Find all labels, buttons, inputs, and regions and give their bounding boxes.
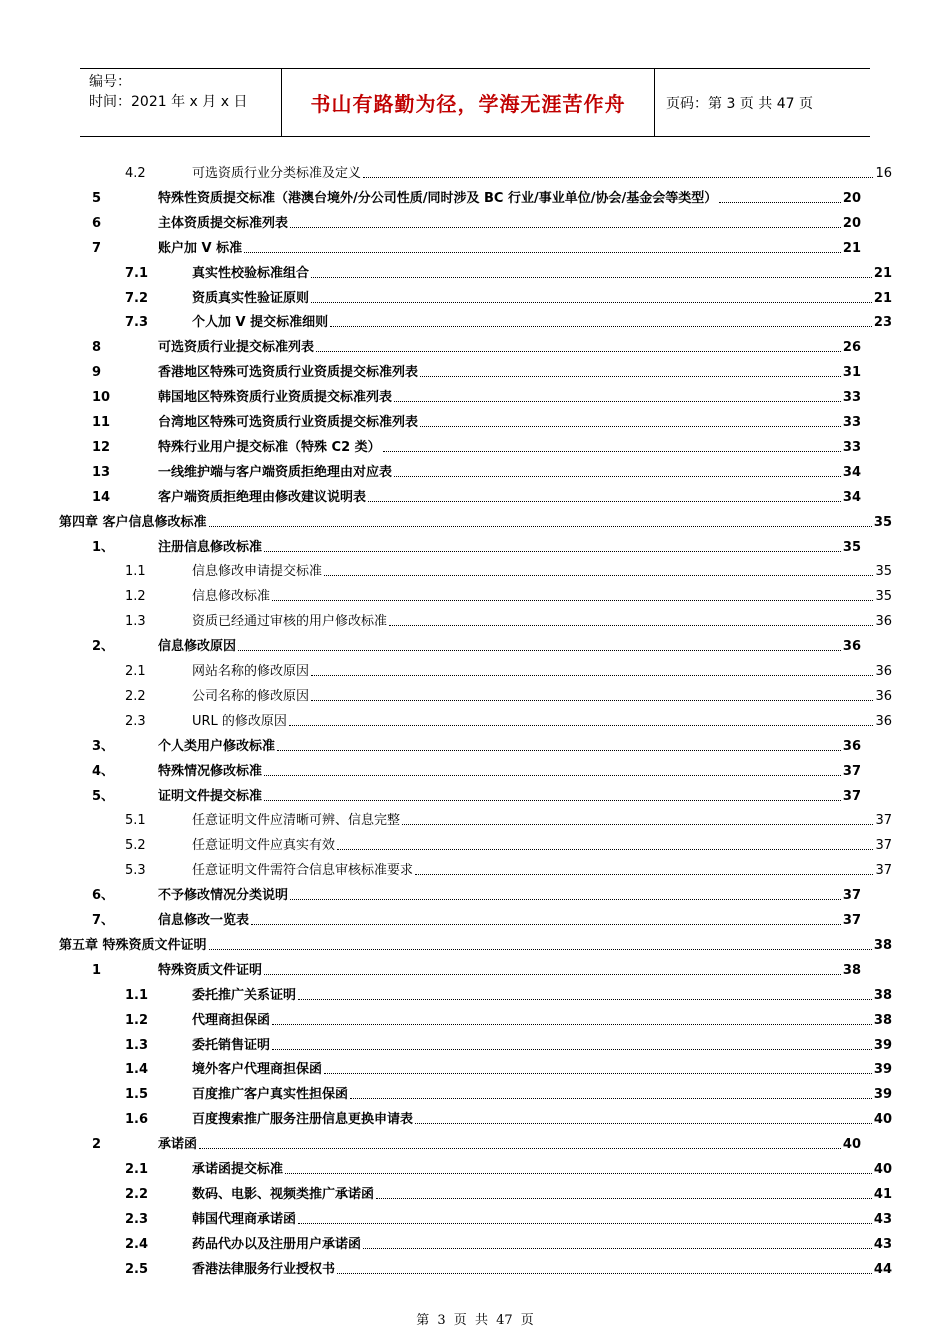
footer-page-number: 3 [437,1313,446,1328]
toc-dot-leader [277,736,841,751]
toc-entry[interactable] [0,213,950,235]
footer-suffix: 页 [520,1313,534,1328]
toc-dot-leader [368,487,841,502]
toc-entry[interactable] [0,1234,950,1256]
toc-entry-title: 承诺函提交标准 [192,1162,284,1177]
header-meta [80,69,282,136]
toc-entry-page: 37 [875,813,892,829]
toc-dot-leader [272,1010,872,1025]
toc-entry[interactable] [0,1134,950,1156]
toc-entry-title: 特殊行业用户提交标准（特殊 C2 类） [158,439,381,455]
toc-entry[interactable] [0,437,950,459]
toc-entry-number: 9 [92,365,102,381]
toc-entry[interactable] [0,1084,950,1106]
toc-entry[interactable] [0,1259,950,1281]
toc-entry-page: 20 [842,190,861,206]
footer-prefix: 第 [416,1313,430,1328]
toc-entry[interactable] [0,586,950,608]
toc-dot-leader [415,1109,872,1124]
toc-dot-leader [209,512,872,527]
toc-dot-leader [272,1035,872,1050]
toc-entry-number: 2、 [92,639,115,655]
toc-entry-number: 7.1 [125,265,149,281]
toc-entry-page: 35 [875,564,892,580]
footer-total-pages: 47 [496,1313,513,1328]
toc-dot-leader [363,1234,872,1249]
toc-entry-number: 2.1 [125,1162,149,1177]
toc-entry[interactable] [0,1059,950,1081]
toc-entry-number: 1.2 [125,589,146,605]
toc-dot-leader [394,462,841,477]
header-date: 时间：2021 年 x 月 x 日 [89,94,248,110]
toc-entry-page: 38 [842,962,861,978]
toc-entry-page: 36 [842,738,861,754]
toc-entry-page: 39 [873,1062,892,1078]
toc-dot-leader [316,337,841,352]
toc-entry-page: 16 [875,166,892,181]
toc-entry[interactable] [0,736,950,758]
toc-entry-page: 38 [873,937,892,953]
toc-entry-number: 2.2 [125,1186,149,1202]
toc-entry[interactable] [0,860,950,882]
toc-entry-title: 任意证明文件应真实有效 [192,838,336,854]
toc-dot-leader [324,561,873,576]
toc-entry[interactable] [0,810,950,832]
toc-dot-leader [330,312,872,327]
toc-entry[interactable] [0,960,950,982]
toc-entry[interactable] [0,412,950,434]
toc-entry-title: 委托推广关系证明 [192,987,297,1003]
toc-dot-leader [311,288,872,303]
toc-entry-title: 信息修改原因 [158,639,237,655]
toc-dot-leader [289,711,874,726]
toc-dot-leader [311,661,873,676]
toc-entry[interactable] [0,362,950,384]
toc-entry-number: 1、 [92,539,115,555]
toc-entry[interactable] [0,611,950,633]
toc-entry-number: 1.6 [125,1112,149,1128]
toc-entry-title: 不予修改情况分类说明 [158,888,289,904]
header-page-info: 页码：第 3 页 共 47 页 [666,95,813,112]
toc-dot-leader [244,238,841,253]
toc-entry-title: 特殊情况修改标准 [158,763,263,779]
toc-entry-page: 37 [875,863,892,879]
toc-entry[interactable] [0,1010,950,1032]
toc-dot-leader [199,1134,841,1149]
header-motto: 书山有路勤为径，学海无涯苦作舟 [282,69,655,136]
toc-entry-title: 药品代办以及注册用户承诺函 [192,1236,362,1252]
toc-entry-number: 6、 [92,888,115,904]
toc-entry-number: 2.3 [125,713,146,729]
toc-entry-number: 12 [92,439,111,455]
toc-dot-leader [389,611,873,626]
toc-entry-page: 37 [842,788,861,804]
toc-entry-page: 38 [873,1012,892,1028]
toc-entry[interactable] [0,238,950,260]
toc-entry[interactable] [0,711,950,733]
toc-entry-number: 4、 [92,763,115,779]
toc-entry-page: 21 [873,290,892,306]
toc-entry-page: 36 [875,688,892,704]
toc-entry[interactable] [0,462,950,484]
toc-entry-page: 26 [842,340,861,356]
toc-entry-page: 39 [873,1087,892,1103]
toc-entry-number: 1.1 [125,564,146,580]
toc-entry-number: 1.1 [125,987,149,1003]
toc-entry-number: 1.3 [125,1037,149,1053]
toc-entry-page: 44 [873,1261,892,1277]
toc-entry-page: 37 [842,763,861,779]
toc-entry[interactable] [0,1184,950,1206]
page-header [80,68,870,137]
toc-entry-title: 任意证明文件需符合信息审核标准要求 [192,863,414,879]
toc-entry-number: 5.2 [125,838,146,854]
toc-entry-page: 40 [873,1162,892,1177]
toc-entry-page: 36 [875,713,892,729]
toc-entry-number: 10 [92,390,111,406]
toc-dot-leader [264,761,841,776]
toc-entry-title: 注册信息修改标准 [158,539,263,555]
toc-entry-page: 36 [842,639,861,655]
toc-entry-page: 40 [873,1112,892,1128]
toc-entry-page: 43 [873,1211,892,1227]
toc-entry-title: 百度搜索推广服务注册信息更换申请表 [192,1112,414,1128]
toc-dot-leader [251,910,841,925]
toc-dot-leader [264,960,841,975]
toc-entry-number: 2.3 [125,1211,149,1227]
toc-entry-title: 信息修改申请提交标准 [192,564,323,580]
toc-entry-page: 35 [842,539,861,555]
toc-dot-leader [324,1059,872,1074]
toc-entry-number: 2.4 [125,1236,149,1252]
toc-entry-title: 个人类用户修改标准 [158,738,276,754]
toc-entry-page: 21 [842,240,861,256]
toc-entry-title: URL 的修改原因 [192,713,287,729]
toc-dot-leader [420,362,841,377]
toc-dot-leader [285,1159,872,1174]
toc-entry[interactable] [0,163,950,185]
toc-entry-page: 37 [875,838,892,854]
toc-entry-page: 37 [842,913,861,928]
toc-entry-title: 可选资质行业提交标准列表 [158,340,315,356]
toc-entry-title: 真实性校验标准组合 [192,265,310,281]
toc-entry-number: 2.2 [125,688,146,704]
toc-entry[interactable] [0,512,950,534]
toc-entry-title: 公司名称的修改原因 [192,688,310,704]
toc-dot-leader [238,636,841,651]
toc-entry[interactable] [0,935,950,957]
toc-entry[interactable] [0,263,950,285]
toc-entry-title: 主体资质提交标准列表 [158,215,289,231]
header-number-label: 编号： [89,74,131,90]
toc-entry-number: 2.5 [125,1261,149,1277]
toc-dot-leader [272,586,873,601]
toc-entry-number: 2 [92,1137,102,1153]
toc-dot-leader [264,537,841,552]
toc-entry-title: 信息修改标准 [192,589,271,605]
footer-total-word: 共 [474,1313,488,1328]
toc-entry[interactable] [0,686,950,708]
toc-entry-title: 特殊性资质提交标准（港澳台境外/分公司性质/同时涉及 BC 行业/事业单位/协会/基金会等类型） [158,190,718,206]
toc-entry-title: 台湾地区特殊可选资质行业资质提交标准列表 [158,415,419,430]
toc-entry[interactable] [0,188,950,210]
toc-dot-leader [376,1184,872,1199]
toc-entry[interactable] [0,537,950,559]
toc-entry-title: 资质已经通过审核的用户修改标准 [192,614,388,630]
toc-dot-leader [298,985,872,1000]
toc-entry[interactable] [0,561,950,583]
toc-entry[interactable] [0,487,950,509]
toc-entry-title: 百度推广客户真实性担保函 [192,1087,349,1103]
toc-entry-title: 数码、电影、视频类推广承诺函 [192,1186,375,1202]
toc-dot-leader [719,188,841,203]
toc-entry-title: 证明文件提交标准 [158,788,263,804]
toc-entry[interactable] [0,312,950,334]
toc-dot-leader [350,1084,872,1099]
toc-dot-leader [311,263,872,278]
toc-entry[interactable] [0,288,950,310]
toc-entry-number: 7.2 [125,290,149,306]
toc-entry-number: 6 [92,215,102,231]
toc-entry-number: 2.1 [125,664,146,679]
toc-entry-number: 8 [92,340,102,356]
toc-entry[interactable] [0,337,950,359]
toc-dot-leader [394,387,841,402]
toc-dot-leader [337,835,873,850]
toc-entry-number: 3、 [92,738,115,754]
toc-entry-number: 1 [92,962,102,978]
toc-entry-page: 34 [842,464,861,480]
toc-entry-number: 7 [92,240,102,256]
toc-entry-page: 37 [842,888,861,904]
toc-dot-leader [209,935,872,950]
toc-dot-leader [298,1209,872,1224]
toc-entry-page: 38 [873,987,892,1003]
toc-entry-title: 客户端资质拒绝理由修改建议说明表 [158,489,367,505]
toc-entry[interactable] [0,761,950,783]
toc-entry-title: 账户加 V 标准 [158,240,243,256]
toc-entry-number: 11 [92,415,111,430]
toc-entry-page: 20 [842,215,861,231]
toc-entry-page: 36 [875,664,892,679]
toc-entry[interactable] [0,1159,950,1181]
toc-entry-page: 33 [842,415,861,430]
toc-entry[interactable] [0,835,950,857]
footer-page-word: 页 [453,1313,467,1328]
toc-entry-title: 承诺函 [158,1137,198,1153]
toc-entry-title: 任意证明文件应清晰可辨、信息完整 [192,813,401,829]
toc-entry-page: 40 [842,1137,861,1153]
toc-dot-leader [363,163,873,178]
toc-entry-page: 35 [875,589,892,605]
toc-entry[interactable] [0,1209,950,1231]
toc-entry-page: 21 [873,265,892,281]
toc-entry-page: 41 [873,1186,892,1202]
toc-entry-number: 14 [92,489,111,505]
toc-entry-number: 13 [92,464,111,480]
toc-entry-page: 43 [873,1236,892,1252]
toc-dot-leader [420,412,841,427]
toc-entry[interactable] [0,885,950,907]
toc-entry-page: 34 [842,489,861,505]
toc-entry-title: 第五章 特殊资质文件证明 [59,937,207,953]
toc-entry[interactable] [0,1109,950,1131]
toc-entry-title: 资质真实性验证原则 [192,290,310,306]
toc-dot-leader [402,810,873,825]
toc-entry-number: 5、 [92,788,115,804]
toc-entry-page: 33 [842,439,861,455]
toc-dot-leader [290,885,841,900]
toc-entry-page: 33 [842,390,861,406]
toc-entry-page: 39 [873,1037,892,1053]
toc-entry-number: 5 [92,190,102,206]
toc-entry-number: 1.3 [125,614,146,630]
toc-dot-leader [415,860,873,875]
toc-dot-leader [264,786,841,801]
toc-entry-number: 5.3 [125,863,146,879]
toc-entry-page: 23 [873,315,892,331]
toc-entry[interactable] [0,661,950,683]
toc-entry[interactable] [0,985,950,1007]
toc-dot-leader [311,686,873,701]
page-footer [0,1309,950,1328]
toc-entry-number: 1.5 [125,1087,149,1103]
toc-entry-number: 1.4 [125,1062,149,1078]
toc-entry-title: 特殊资质文件证明 [158,962,263,978]
toc-entry-title: 香港法律服务行业授权书 [192,1261,336,1277]
toc-entry-title: 韩国地区特殊资质行业资质提交标准列表 [158,390,393,406]
toc-entry[interactable] [0,786,950,808]
toc-entry-number: 7.3 [125,315,149,331]
toc-entry-title: 境外客户代理商担保函 [192,1062,323,1078]
toc-entry[interactable] [0,910,950,932]
toc-entry[interactable] [0,387,950,409]
toc-dot-leader [383,437,841,452]
toc-entry-page: 35 [873,514,892,530]
toc-entry-page: 36 [875,614,892,630]
toc-entry-title: 网站名称的修改原因 [192,664,310,679]
toc-entry-title: 个人加 V 提交标准细则 [192,315,329,331]
toc-entry-page: 31 [842,365,861,381]
toc-entry[interactable] [0,636,950,658]
toc-entry-title: 委托销售证明 [192,1037,271,1053]
toc-entry-title: 一线维护端与客户端资质拒绝理由对应表 [158,464,393,480]
toc-entry-title: 香港地区特殊可选资质行业资质提交标准列表 [158,365,419,381]
toc-entry-number: 1.2 [125,1012,149,1028]
toc-entry-number: 4.2 [125,166,146,181]
toc-entry[interactable] [0,1035,950,1057]
toc-entry-title: 代理商担保函 [192,1012,271,1028]
toc-entry-title: 可选资质行业分类标准及定义 [192,166,362,181]
toc-entry-title: 第四章 客户信息修改标准 [59,514,207,530]
toc-entry-title: 韩国代理商承诺函 [192,1211,297,1227]
toc-entry-title: 信息修改一览表 [158,913,250,928]
toc-dot-leader [337,1259,872,1274]
toc-entry-number: 7、 [92,913,115,928]
toc-dot-leader [290,213,841,228]
toc-entry-number: 5.1 [125,813,146,829]
